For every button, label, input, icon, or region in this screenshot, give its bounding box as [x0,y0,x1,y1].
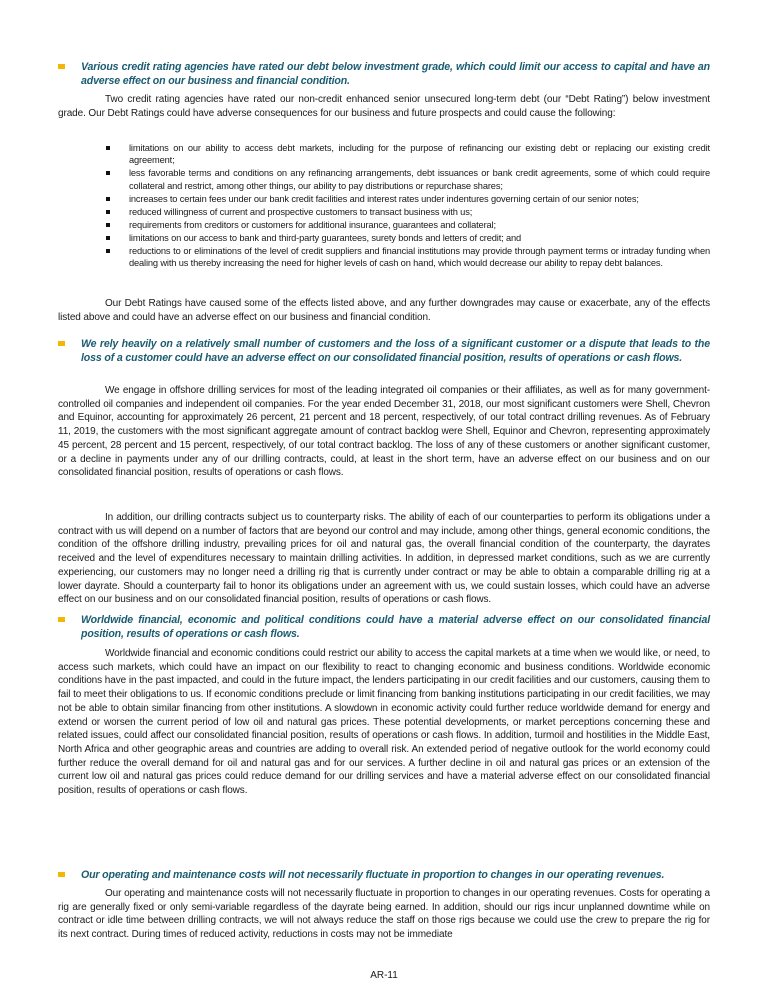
square-bullet-icon [106,223,110,227]
list-item [106,193,710,205]
section-marker-icon [58,64,65,69]
risk-heading: Various credit rating agencies have rated our debt below investment grade, which could limit our access to capital and have an adverse effect on our business and financial condition. [81,61,710,87]
paragraph-text: Our Debt Ratings have caused some of the effects listed above, and any further downgrades may cause or exacerbate, any of the effects listed above and could have an adverse effect on our business and financial condition. [58,298,710,323]
list-item-text: increases to certain fees under our bank credit facilities and interest rates under indentures governing certain of our senior notes; [129,193,639,204]
square-bullet-icon [106,146,110,150]
list-item-text: limitations on our ability to access debt markets, including for the purpose of refinancing our existing debt or replacing our existing credit agreement; [129,143,710,166]
square-bullet-icon [106,249,110,253]
risk-heading: Worldwide financial, economic and political conditions could have a material adverse effect on our consolidated financial position, results of operations or cash flows. [81,614,710,640]
list-item [106,206,710,218]
list-item-text: limitations on our access to bank and third-party guarantees, surety bonds and letters of credit; and [129,232,522,243]
list-item-text: requirements from creditors or customers for additional insurance, guarantees and collateral; [129,219,496,230]
section-marker-icon [58,617,65,622]
paragraph [58,647,710,798]
paragraph-text: Our operating and maintenance costs will not necessarily fluctuate in proportion to changes in our operating revenues. Costs for operating a rig are generally fixed or only semi-variable regardless of the dayrate being earned. In addition, should our rigs incur unplanned downtime while on contract or idle time between drilling contracts, we will not always reduce the staff on those rigs because we could use the crew to prepare the rig for its next contract. During times of reduced activity, reductions in costs may not be immediate [58,888,710,941]
list-item [106,167,710,192]
list-item [106,245,710,270]
paragraph [58,384,710,480]
list-item-text: reductions to or eliminations of the level of credit suppliers and financial institutions may provide through payment terms or intraday funding when dealing with us thereby increasing the need for higher levels of cash on hand, which would decrease our ability to repay debt balances. [129,245,710,269]
risk-heading: Our operating and maintenance costs will not necessarily fluctuate in proportion to changes in our operating revenues. [81,869,665,881]
bullet-list [106,142,710,270]
list-item [106,232,710,244]
paragraph [58,93,710,120]
risk-heading: We rely heavily on a relatively small number of customers and the loss of a significant customer or a dispute that leads to the loss of a customer could have an adverse effect on our consolidated financial position, results of operations or cash flows. [81,338,710,364]
paragraph-text: In addition, our drilling contracts subject us to counterparty risks. The ability of each of our counterparties to perform its obligations under a contract with us will depend on a number of factors that are beyond our control and may include, among other things, general economic conditions, the condition of the offshore drilling industry, prevailing prices for oil and natural gas, the overall financial condition of the counterparty, the dayrates received and the level of expenditures necessary to maintain drilling activities. In addition, in depressed market conditions, such as we are currently experiencing, our customers may no longer need a drilling rig that is currently under contract or may be able to obtain a comparable drilling rig at a lower dayrate. Should a counterparty fail to honor its obligations under an agreement with us, we could sustain losses, which could have an adverse effect on our business and on our consolidated financial position, results of operations or cash flows. [58,512,710,606]
paragraph-text: Two credit rating agencies have rated our non-credit enhanced senior unsecured long-term debt (our “Debt Rating”) below investment grade. Our Debt Ratings could have adverse consequences for our business and future prospects and could cause the following: [58,94,710,119]
square-bullet-icon [106,210,110,214]
page-number: AR-11 [370,970,398,981]
list-item [106,219,710,231]
section-marker-icon [58,872,65,877]
section-marker-icon [58,341,65,346]
paragraph [58,887,710,942]
paragraph [58,511,710,607]
paragraph [58,297,710,324]
list-item-text: reduced willingness of current and prospective customers to transact business with us; [129,206,473,217]
square-bullet-icon [106,171,110,175]
list-item [106,142,710,167]
square-bullet-icon [106,236,110,240]
paragraph-text: We engage in offshore drilling services for most of the leading integrated oil companies or their affiliates, as well as for many government-controlled oil companies and independent oil companies. For the year ended December 31, 2018, our most significant customers were Shell, Chevron and Equinor, accounting for approximately 26 percent, 21 percent and 18 percent, respectively, of our total contract drilling revenues. As of February 11, 2019, the customers with the most significant aggregate amount of contract backlog were Shell, Equinor and Chevron, representing approximately 45 percent, 28 percent and 15 percent, respectively, of our total contract backlog. The loss of any of these customers or another significant customer, or a decline in payments under any of our drilling contracts, could, at least in the short term, have an adverse effect on our business and on our consolidated financial position, results of operations or cash flows. [58,385,710,479]
list-item-text: less favorable terms and conditions on any refinancing arrangements, debt issuances or bank credit agreements, some of which could require collateral and restrict, among other things, our ability to pay distributions or repurchase shares; [129,168,710,191]
paragraph-text: Worldwide financial and economic conditions could restrict our ability to access the capital markets at a time when we would like, or need, to access such markets, which could have an impact on our flexibility to react to changing economic and business conditions. Worldwide economic conditions have in the past impacted, and could in the future impact, the lenders participating in our credit facilities and our customers, causing them to fail to meet their obligations to us. If economic conditions preclude or limit financing from banking institutions participating in our credit facilities, we may not be able to obtain similar financing from other institutions. A slowdown in economic activity could further reduce worldwide demand for energy and extend or worsen the current period of low oil and natural gas prices. These potential developments, or market perceptions concerning these and related issues, could affect our consolidated financial position, results of operations or cash flows. In addition, turmoil and hostilities in the Middle East, North Africa and other geographic areas and countries are adding to overall risk. An extended period of negative outlook for the world economy could further reduce the overall demand for oil and natural gas and for our services. A further decline in oil and natural gas prices or an extension of the current low oil and natural gas prices could reduce demand for our drilling services and have a material adverse effect on our consolidated financial position, results of operations or cash flows. [58,648,710,797]
square-bullet-icon [106,197,110,201]
